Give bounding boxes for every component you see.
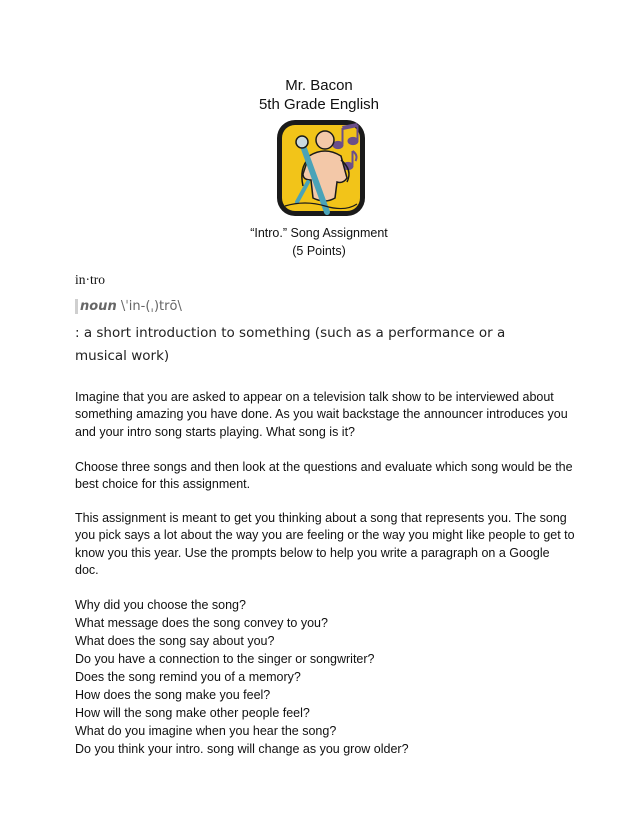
assignment-title: “Intro.” Song Assignment bbox=[250, 226, 388, 240]
document-header bbox=[0, 76, 638, 114]
question-item: Do you think your intro. song will change as you grow older? bbox=[75, 742, 409, 756]
dictionary-pronunciation-line bbox=[75, 299, 182, 314]
question-list bbox=[75, 596, 575, 758]
paragraph-purpose: This assignment is meant to get you thinking about a song that represents you. The song you pick says a lot about the way you are feeling or the way you might like people to get to know you this year. Use the prompts below to help you write a paragraph on a Google doc. bbox=[75, 511, 575, 577]
paragraph-intro: Imagine that you are asked to appear on a television talk show to be interviewed about something amazing you have done. As you wait backstage the announcer introduces you and your intro song starts playing. What song is it? bbox=[75, 390, 568, 439]
question-item: Do you have a connection to the singer or songwriter? bbox=[75, 652, 375, 666]
paragraph-instructions: Choose three songs and then look at the questions and evaluate which song would be the best choice for this assignment. bbox=[75, 460, 573, 492]
question-item: How does the song make you feel? bbox=[75, 688, 271, 702]
question-item: Why did you choose the song? bbox=[75, 598, 246, 612]
question-item: What does the song say about you? bbox=[75, 634, 275, 648]
teacher-name: Mr. Bacon bbox=[285, 77, 353, 94]
pronunciation: \ˈin-(ˌ)trō\ bbox=[120, 299, 182, 314]
course-name: 5th Grade English bbox=[258, 96, 380, 113]
question-item: What do you imagine when you hear the song? bbox=[75, 724, 337, 738]
assignment-heading bbox=[0, 224, 638, 260]
assignment-points: (5 Points) bbox=[292, 244, 346, 258]
question-item: What message does the song convey to you? bbox=[75, 616, 328, 630]
question-item: How will the song make other people feel? bbox=[75, 706, 310, 720]
dictionary-word: in·tro bbox=[75, 272, 105, 287]
question-item: Does the song remind you of a memory? bbox=[75, 670, 301, 684]
part-of-speech: noun bbox=[75, 299, 117, 314]
singer-clipart-icon bbox=[275, 118, 367, 218]
dictionary-definition: : a short introduction to something (such as a performance or a musical work) bbox=[75, 325, 506, 364]
